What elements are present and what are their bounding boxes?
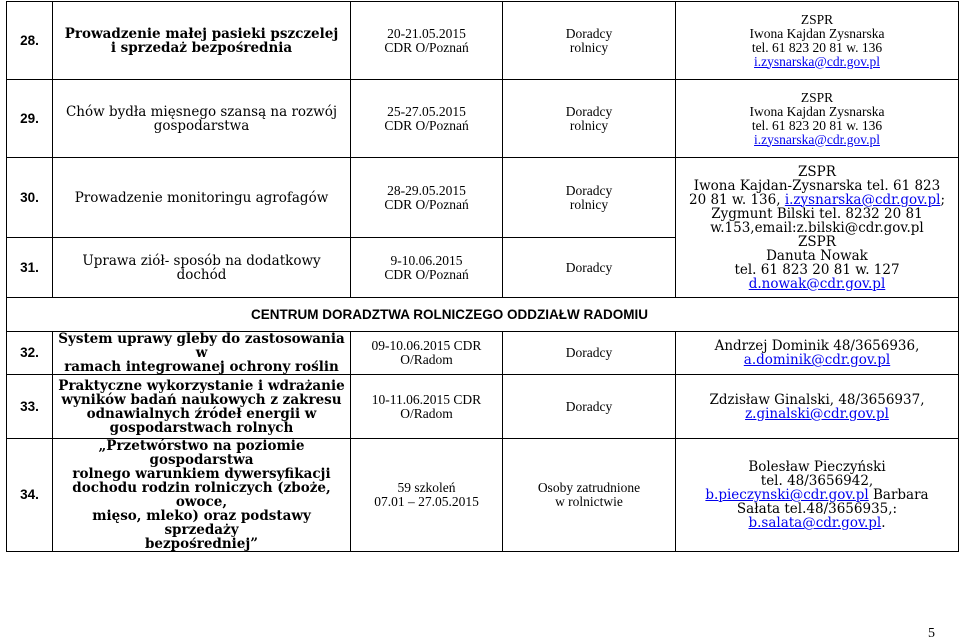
place-line: CDR O/Poznań	[384, 39, 469, 55]
contact-person	[676, 332, 959, 375]
contact-person	[676, 80, 959, 158]
row-number: 31.	[7, 238, 53, 298]
row-number: 32.	[7, 332, 53, 375]
section-header-row	[7, 298, 959, 332]
contact-line: 20 81 w. 136,	[688, 191, 785, 208]
title-line: Praktyczne wykorzystanie i wdrażanie	[58, 377, 345, 394]
contact-line: Barbara	[868, 487, 929, 503]
email-link[interactable]: z.ginalski@cdr.gov.pl	[745, 405, 889, 422]
contact-line: Zdzisław Ginalski, 48/3656937,	[709, 391, 925, 408]
date-line: 9-10.06.2015	[390, 252, 463, 268]
training-date	[351, 332, 503, 375]
title-line: rolnego warunkiem dywersyfikacji	[72, 466, 331, 482]
contact-line: ZSPR	[798, 163, 836, 180]
table-row	[7, 2, 959, 80]
place-line: CDR O/Poznań	[384, 196, 469, 212]
contact-line: ZSPR	[798, 233, 836, 250]
title-line: gospodarstwach rolnych	[109, 419, 294, 436]
contact-line: tel. 61 823 20 81 w. 127	[734, 261, 900, 278]
place-line: O/Radom	[400, 352, 453, 367]
target-group	[503, 80, 676, 158]
training-title	[53, 2, 351, 80]
target-line: w rolnictwie	[555, 494, 623, 509]
row-number: 28.	[7, 2, 53, 80]
punctuation: ;	[940, 191, 946, 208]
target-group: Doradcy	[503, 238, 676, 298]
target-group	[503, 2, 676, 80]
email-link[interactable]: i.zysnarska@cdr.gov.pl	[754, 53, 880, 69]
title-line: Chów bydła mięsnego szansą na rozwój	[65, 103, 338, 120]
email-link[interactable]: i.zysnarska@cdr.gov.pl	[754, 131, 880, 147]
date-line: 10-11.06.2015 CDR	[371, 391, 482, 407]
training-title	[53, 439, 351, 552]
date-line: 09-10.06.2015 CDR	[371, 338, 482, 353]
training-title	[53, 375, 351, 439]
contact-person	[676, 2, 959, 80]
target-group	[503, 439, 676, 552]
date-line: 20-21.05.2015	[387, 25, 466, 41]
email-link[interactable]: d.nowak@cdr.gov.pl	[748, 275, 886, 292]
training-date	[351, 439, 503, 552]
date-line: 59 szkoleń	[397, 480, 456, 495]
target-line: rolnicy	[569, 196, 609, 212]
contact-line: tel. 48/3656942,	[760, 473, 874, 489]
target-group: Doradcy	[503, 332, 676, 375]
place-line: CDR O/Poznań	[384, 266, 469, 282]
contact-line: tel. 61 823 20 81 w. 136	[751, 117, 883, 133]
target-line: Osoby zatrudnione	[537, 480, 641, 495]
training-date	[351, 80, 503, 158]
contact-line: Danuta Nowak	[766, 247, 868, 264]
title-line: mięso, mleko) oraz podstawy sprzedaży	[92, 508, 311, 538]
contact-line: tel. 61 823 20 81 w. 136	[751, 39, 883, 55]
training-title: Uprawa ziół- sposób na dodatkowy dochód	[53, 238, 351, 298]
row-number: 34.	[7, 439, 53, 552]
target-line: Doradcy	[565, 103, 613, 119]
contact-line: w.153,email:z.bilski@cdr.gov.pl	[710, 219, 924, 236]
title-line: Prowadzenie małej pasieki pszczelej	[64, 25, 339, 42]
title-line: i sprzedaż bezpośrednia	[110, 39, 293, 56]
contact-line: ZSPR	[800, 11, 834, 27]
email-link[interactable]: a.dominik@cdr.gov.pl	[743, 352, 891, 368]
contact-person	[676, 158, 959, 298]
page-number: 5	[928, 626, 935, 641]
contact-line: Iwona Kajdan-Zysnarska tel. 61 823	[693, 177, 941, 194]
date-line: 25-27.05.2015	[387, 103, 466, 119]
training-date	[351, 2, 503, 80]
contact-line: Bolesław Pieczyński	[748, 459, 886, 475]
training-date	[351, 238, 503, 298]
training-date	[351, 158, 503, 238]
email-link[interactable]: b.pieczynski@cdr.gov.pl	[705, 487, 869, 503]
date-range-line: 07.01 – 27.05.2015	[374, 494, 479, 509]
contact-line: Iwona Kajdan Zysnarska	[749, 25, 885, 41]
contact-line: ZSPR	[800, 89, 834, 105]
contact-person	[676, 375, 959, 439]
table-row	[7, 375, 959, 439]
row-number: 29.	[7, 80, 53, 158]
training-schedule-table	[6, 1, 959, 552]
punctuation: .	[881, 515, 886, 531]
training-title	[53, 80, 351, 158]
title-line: ramach integrowanej ochrony roślin	[64, 359, 339, 375]
target-line: Doradcy	[565, 182, 613, 198]
contact-line: Sałata tel.48/3656935,:	[736, 501, 898, 517]
title-line: odnawialnych źródeł energii w	[86, 405, 317, 422]
section-title	[7, 298, 959, 332]
target-group	[503, 158, 676, 238]
table-row	[7, 158, 959, 238]
contact-person	[676, 439, 959, 552]
title-line: „Przetwórstwo na poziomie gospodarstwa	[98, 438, 305, 468]
target-line: rolnicy	[569, 117, 609, 133]
section-title-text: CENTRUM DORADZTWA ROLNICZEGO ODDZIAŁW RADOMIU	[251, 306, 648, 322]
target-line: rolnicy	[569, 39, 609, 55]
title-line: wyników badań naukowych z zakresu	[61, 391, 342, 408]
target-line: Doradcy	[565, 25, 613, 41]
contact-line: Zygmunt Bilski tel. 8232 20 81	[711, 205, 923, 222]
contact-line: Iwona Kajdan Zysnarska	[749, 103, 885, 119]
training-title	[53, 332, 351, 375]
row-number: 33.	[7, 375, 53, 439]
email-link[interactable]: i.zysnarska@cdr.gov.pl	[784, 191, 941, 208]
email-link[interactable]: b.salata@cdr.gov.pl	[748, 515, 882, 531]
row-number: 30.	[7, 158, 53, 238]
table-row	[7, 332, 959, 375]
title-line: gospodarstwa	[153, 117, 250, 134]
date-line: 28-29.05.2015	[387, 182, 466, 198]
table-row	[7, 80, 959, 158]
contact-line: Andrzej Dominik 48/3656936,	[714, 338, 920, 354]
table-row	[7, 439, 959, 552]
training-title: Prowadzenie monitoringu agrofagów	[53, 158, 351, 238]
place-line: O/Radom	[400, 405, 453, 421]
place-line: CDR O/Poznań	[384, 117, 469, 133]
title-line: dochodu rodzin rolniczych (zboże, owoce,	[72, 480, 331, 510]
title-line: bezpośredniej”	[144, 536, 259, 552]
training-date	[351, 375, 503, 439]
title-line: System uprawy gleby do zastosowania w	[58, 331, 345, 361]
target-group: Doradcy	[503, 375, 676, 439]
